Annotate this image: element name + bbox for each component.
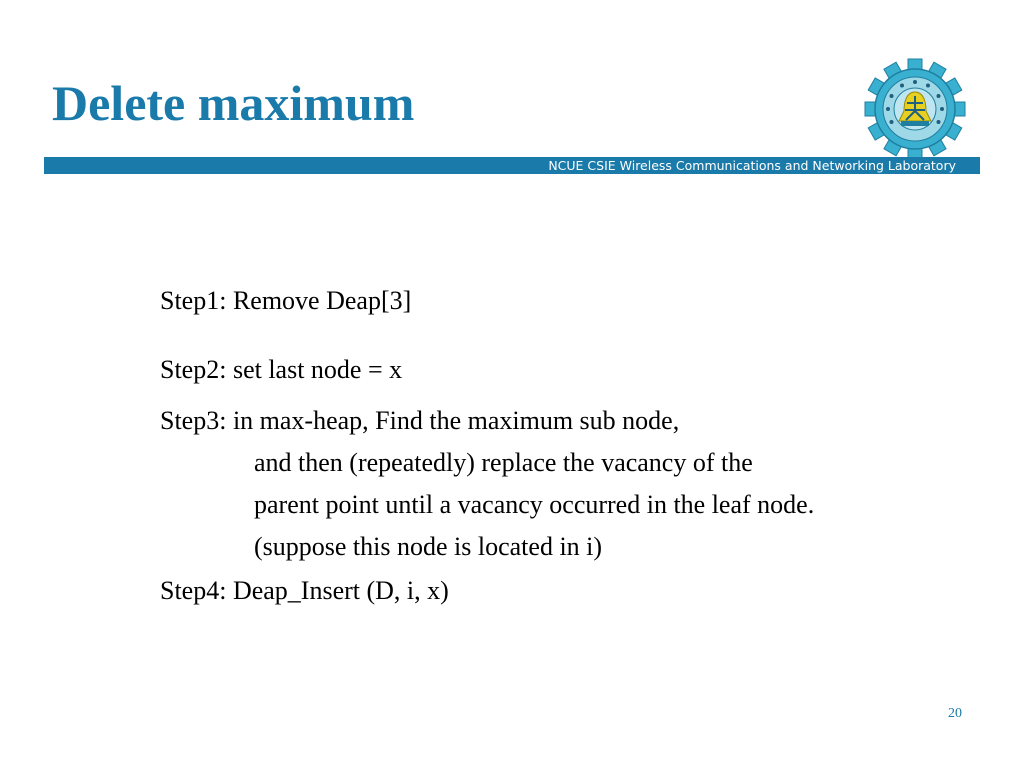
slide-title: Delete maximum <box>52 75 415 131</box>
step-4-text: Step4: Deap_Insert (D, i, x) <box>160 576 449 605</box>
university-emblem-icon <box>860 58 970 160</box>
step-2-text: Step2: set last node = x <box>160 355 403 384</box>
header-banner <box>44 157 980 174</box>
page-number: 20 <box>948 706 962 721</box>
step-3-line-2: and then (repeatedly) replace the vacancy of the <box>254 448 753 477</box>
step-3-line-3: parent point until a vacancy occurred in the leaf node. <box>254 490 815 519</box>
step-3-line-4: (suppose this node is located in i) <box>254 532 603 561</box>
step-1-text: Step1: Remove Deap[3] <box>160 286 412 315</box>
lab-name: NCUE CSIE Wireless Communications and Networking Laboratory <box>548 158 956 173</box>
step-3-line-1: Step3: in max-heap, Find the maximum sub node, <box>160 406 680 435</box>
